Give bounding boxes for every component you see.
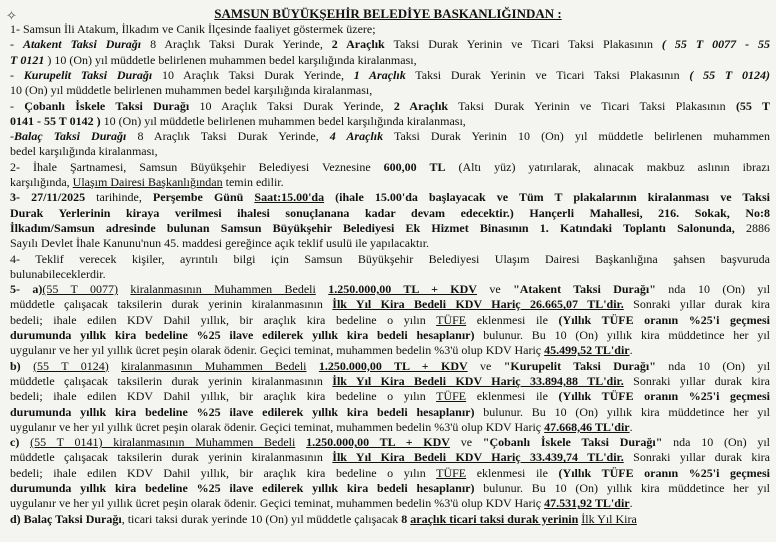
text-run: 1.250.000,00 TL + KDV: [318, 358, 468, 373]
text-run: 10 (On) yıl müddetle belirlenen muhammen bedel karşılığında kiralanması,: [100, 113, 466, 128]
text-run: araçlık ticari taksi durak yerinin: [410, 511, 579, 526]
text-line: [10, 129, 770, 143]
text-run: Sonraki yıllar durak kira: [623, 373, 770, 388]
text-run: bulunur. Bu 10 (On) yıllık kira müddetince her yıl: [474, 328, 770, 342]
text-line: [10, 313, 770, 327]
text-run: -: [10, 98, 25, 113]
text-line: [10, 175, 770, 189]
text-run: müddetle çalışacak taksilerin durak yerinin kiralanmasının: [10, 373, 333, 388]
text-run: (Yıllık TÜFE oranın %25'i geçmesi: [558, 465, 770, 480]
text-run: Taksi Durak Yerinin 10 (On) yıl müddetle belirlenen muhammen: [383, 129, 770, 144]
text-run: nda 10 (On) yıl: [655, 358, 770, 373]
text-run: [19, 435, 30, 449]
text-run: kiralanmasının Muhammen Bedeli: [130, 282, 316, 297]
text-run: Saat:15.00'da: [254, 190, 325, 205]
text-line: [10, 160, 770, 174]
text-line: [10, 359, 770, 373]
text-run: Balaç Taksi Durağı: [14, 129, 127, 144]
text-line: [10, 99, 770, 113]
text-line: [10, 512, 770, 526]
text-run: nda 10 (On) yıl: [662, 435, 770, 450]
text-run: ve: [476, 282, 514, 297]
text-run: TÜFE: [436, 312, 467, 327]
text-run: bedel karşılığında kiralanması,: [10, 144, 158, 159]
text-line: [10, 389, 770, 403]
text-run: (Altı yüz) yatırılarak, alınacak makbuz aslının ibrazı: [445, 159, 770, 174]
text-run: müddetle çalışacak taksilerin durak yerinin kiralanmasının: [10, 450, 333, 465]
text-run: (55 T: [735, 98, 770, 113]
text-run: 1.250.000,00 TL + KDV: [306, 435, 450, 450]
text-run: bedeli; ihale edilen KDV Dahil yıllık, bir araçlık kira bedeline o yılın: [10, 312, 437, 327]
text-run: 47.531,92 TL'dir: [544, 496, 630, 511]
text-run: 2886: [734, 220, 770, 235]
text-run: bulunur. Bu 10 (On) yıllık kira müddetince her yıl: [474, 404, 770, 419]
text-run: "Çobanlı İskele Taksi Durağı": [482, 435, 663, 450]
text-run: [316, 282, 328, 296]
text-run: 8 Araçlık Taksi Durak Yerinde,: [141, 37, 332, 52]
text-line: [10, 297, 770, 311]
text-run: [109, 359, 121, 373]
text-run: İlk Yıl Kira Bedeli KDV Hariç 33.439,74 TL'dir.: [332, 450, 624, 465]
text-run: Taksi Durak Yerinin ve Ticari Taksi Plakasının: [448, 98, 736, 113]
text-run: 0141 - 55 T 0142 ): [10, 113, 101, 128]
text-line: [10, 374, 770, 388]
text-run: , ticari taksi durak yerinde 10 (On) yıl müddetle çalışacak: [121, 511, 402, 526]
text-run: müddetle çalışacak taksilerin durak yerinin kiralanmasının: [10, 297, 333, 312]
text-run: (55 T 0077): [42, 282, 119, 297]
text-run: 5- a): [10, 282, 43, 297]
text-run: Sayılı Devlet İhale Kanunu'nun 45. maddesi gereğince açık teklif usulü ile yapılacaktır.: [10, 236, 430, 251]
text-run: [307, 359, 319, 373]
text-run: durumunda yıllık kira bedeline %25 ilave edilerek yıllık kira bedeli hesaplanır): [10, 481, 475, 495]
text-run: b): [10, 358, 21, 373]
text-run: .: [629, 343, 633, 358]
text-run: 2 Araçlık: [331, 37, 385, 52]
text-run: Hançerli Mahallesi, 216. Sokak, No:8: [513, 205, 770, 220]
text-run: Ulaşım Dairesi Başkanlığından: [72, 175, 223, 189]
text-run: 45.499,52 TL'dir: [544, 343, 630, 358]
text-run: 47.668,46 TL'dir: [544, 419, 630, 434]
text-run: -: [10, 67, 24, 82]
text-run: -: [10, 37, 23, 52]
text-run: Çobanlı İskele Taksi Durağı: [24, 98, 190, 113]
text-run: "Atakent Taksi Durağı": [513, 282, 656, 297]
text-run: eklenmesi ile: [466, 465, 559, 480]
text-run: 10 Araçlık Taksi Durak Yerinde,: [152, 67, 354, 82]
text-run: 1.250.000,00 TL + KDV: [328, 282, 477, 297]
text-run: eklenmesi ile: [466, 312, 559, 327]
text-run: [118, 282, 130, 296]
text-run: 4- Teklif verecek kişiler, ayrıntılı bilgi için Samsun Büyükşehir Belediyesi Ulaşım Dairesi Başkanlığına şahsen başvuruda: [10, 251, 770, 266]
text-run: (ihale 15.00'da başlayacak ve Tüm T plakalarının kiralanması ve Taksi: [324, 190, 770, 205]
text-run: 600,00 TL: [383, 159, 446, 174]
text-run: durumunda yıllık kira bedeline %25 ilave edilerek yıllık kira bedeli hesaplanır): [10, 404, 475, 419]
text-run: T 0121: [10, 52, 45, 67]
text-run: (Yıllık TÜFE oranın %25'i geçmesi: [558, 312, 770, 327]
text-line: [10, 420, 770, 434]
text-line: [10, 435, 770, 449]
text-run: TÜFE: [436, 389, 467, 404]
text-line: [10, 328, 770, 342]
text-run: -: [10, 129, 14, 144]
text-run: 8: [401, 511, 411, 526]
text-run: 2- İhale Şartnamesi, Samsun Büyükşehir Belediyesi Veznesine: [10, 159, 384, 174]
text-run: .: [629, 419, 633, 434]
text-line: [10, 221, 770, 235]
text-run: Durak Yerlerinin kiraya verilmesi ihalesi sonuçlanana kadar devam edecektir.): [10, 205, 514, 220]
text-run: Taksi Durak Yerinin ve Ticari Taksi Plakasının: [384, 37, 662, 52]
text-run: Perşembe Günü: [152, 190, 255, 205]
document-title: SAMSUN BÜYÜKŞEHİR BELEDİYE BASKANLIĞINDAN :: [214, 6, 562, 21]
text-line: [10, 83, 770, 97]
text-run: d) Balaç Taksi Durağı: [10, 511, 122, 526]
text-run: temin edilir.: [222, 175, 284, 189]
text-run: 3- 27/11/2025: [10, 190, 86, 205]
text-line: [10, 405, 770, 419]
text-line: [10, 206, 770, 220]
text-line: [10, 466, 770, 480]
text-line: [10, 450, 770, 464]
text-run: "Kurupelit Taksi Durağı": [503, 358, 656, 373]
text-line: [10, 53, 770, 67]
text-line: [10, 236, 770, 250]
text-line: [10, 37, 770, 51]
text-line: [10, 144, 770, 158]
text-line: [10, 481, 770, 495]
text-run: eklenmesi ile: [466, 389, 559, 404]
text-run: bedeli; ihale edilen KDV Dahil yıllık, bir araçlık kira bedeline o yılın: [10, 389, 437, 404]
text-run: uygulanır ve her yıl yıllık ücret peşin olarak ödenir. Geçici teminat, muhammen bedelin %3'ü olup KDV Hariç: [10, 419, 545, 434]
text-run: ( 55 T 0077 - 55: [661, 37, 770, 52]
text-run: bedeli; ihale edilen KDV Dahil yıllık, bir araçlık kira bedeline o yılın: [10, 465, 437, 480]
text-run: 4 Araçlık: [329, 129, 384, 144]
text-line: [10, 267, 770, 281]
text-run: 8 Araçlık Taksi Durak Yerinde,: [126, 129, 330, 144]
text-run: nda 10 (On) yıl: [655, 282, 770, 297]
corner-mark: ✧: [6, 8, 17, 23]
text-line: [10, 68, 770, 82]
text-run: Atakent Taksi Durağı: [22, 37, 142, 52]
text-run: Sonraki yıllar durak kira: [623, 297, 770, 312]
text-run: ve: [467, 358, 504, 373]
text-line: [10, 22, 770, 36]
text-run: 1 Araçlık: [353, 67, 406, 82]
text-run: İlkadım/Samsun adresinde bulunan Samsun Büyükşehir Belediyesi Ek Hizmet Binasının 1. Katındaki Toplantı Salonunda,: [10, 220, 735, 235]
text-line: [10, 190, 770, 204]
text-run: [295, 435, 306, 449]
text-run: uygulanır ve her yıl yıllık ücret peşin olarak ödenir. Geçici teminat, muhammen bedelin %3'ü olup KDV Hariç: [10, 343, 545, 358]
text-run: 1- Samsun İli Atakum, İlkadım ve Canik İlçesinde faaliyet göstermek üzere;: [10, 22, 376, 36]
text-run: (55 T 0124): [33, 358, 109, 373]
text-run: 2 Araçlık: [393, 98, 449, 113]
text-run: TÜFE: [436, 465, 467, 480]
text-run: durumunda yıllık kira bedeline %25 ilave edilerek yıllık kira bedeli hesaplanır): [10, 328, 475, 342]
text-run: İlk Yıl Kira: [581, 511, 637, 526]
text-run: c): [10, 435, 20, 450]
text-run: tarihinde,: [85, 190, 153, 205]
text-run: Taksi Durak Yerinin ve Ticari Taksi Plakasının: [405, 67, 690, 82]
text-run: Kurupelit Taksi Durağı: [23, 67, 153, 82]
text-run: Sonraki yıllar durak kira: [623, 450, 770, 465]
text-run: 10 (On) yıl müddetle belirlenen muhammen bedel karşılığında kiralanması,: [10, 83, 373, 98]
text-run: (55 T 0141) kiralanmasının Muhammen Bedeli: [30, 435, 296, 450]
text-line: [10, 343, 770, 357]
text-run: karşılığında,: [10, 175, 73, 189]
text-run: bulunur. Bu 10 (On) yıllık kira müddetince her yıl: [474, 481, 770, 495]
text-run: 10 Araçlık Taksi Durak Yerinde,: [189, 98, 394, 113]
text-line: [10, 282, 770, 296]
text-run: İlk Yıl Kira Bedeli KDV Hariç 26.665,07 TL'dir.: [332, 297, 624, 312]
text-line: [10, 114, 770, 128]
text-run: .: [629, 496, 633, 511]
text-line: [10, 252, 770, 266]
text-run: (Yıllık TÜFE oranın %25'i geçmesi: [558, 389, 770, 404]
text-run: ( 55 T 0124): [689, 67, 770, 82]
text-run: ve: [449, 435, 483, 450]
text-run: İlk Yıl Kira Bedeli KDV Hariç 33.894,88 TL'dir.: [332, 373, 624, 388]
text-run: [21, 359, 33, 373]
text-line: [10, 496, 770, 510]
text-run: uygulanır ve her yıl yıllık ücret peşin olarak ödenir. Geçici teminat, muhammen bedelin %3'ü olup KDV Hariç: [10, 496, 545, 511]
text-run: kiralanmasının Muhammen Bedeli: [121, 358, 307, 373]
text-run: bulunabileceklerdir.: [10, 266, 106, 281]
text-run: ) 10 (On) yıl müddetle belirlenen muhammen bedel karşılığında kiralanması,: [44, 52, 417, 67]
